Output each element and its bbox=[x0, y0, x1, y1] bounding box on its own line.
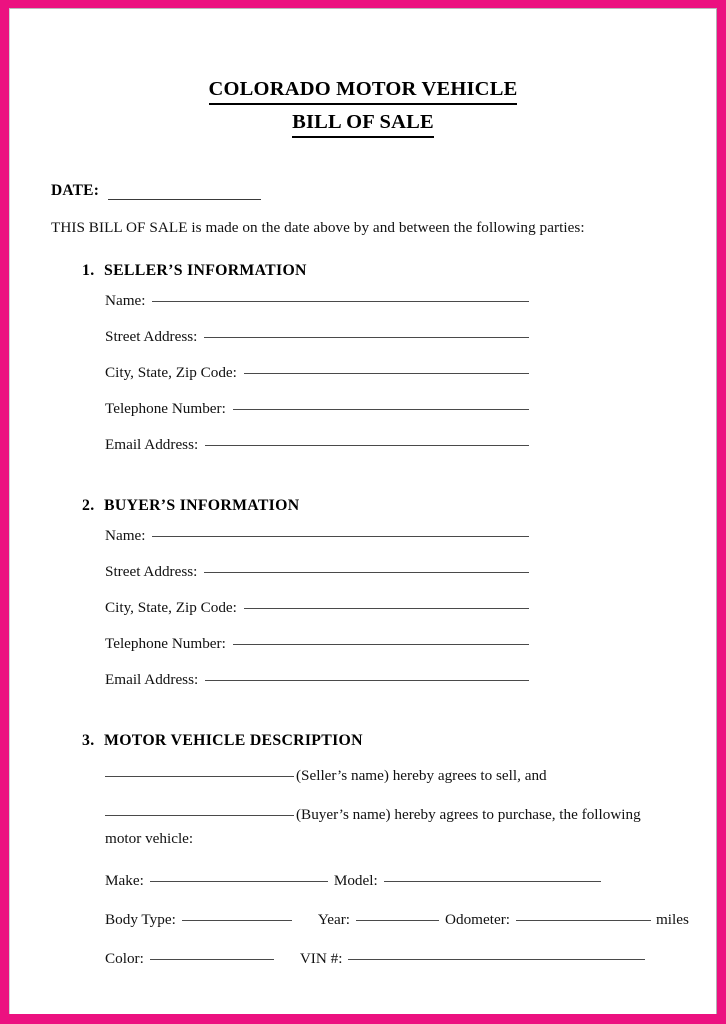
buyer-clause-row bbox=[105, 805, 675, 824]
field-label: Telephone Number: bbox=[105, 400, 226, 417]
buyer-email-input-line[interactable] bbox=[205, 680, 529, 681]
field-row-seller-email bbox=[105, 436, 529, 472]
vehicle-clause-continuation: motor vehicle: bbox=[105, 830, 194, 847]
field-row-buyer-telephone bbox=[105, 635, 529, 671]
spec-row-color-vin bbox=[51, 949, 675, 968]
date-label: DATE: bbox=[51, 182, 100, 199]
seller-clause-row bbox=[105, 766, 675, 785]
body-type-input-line[interactable] bbox=[182, 907, 292, 921]
year-label: Year: bbox=[317, 911, 351, 928]
field-row-seller-city-state-zip bbox=[105, 364, 529, 400]
seller-field-list bbox=[51, 292, 675, 472]
field-row-buyer-email bbox=[105, 671, 529, 707]
buyer-city-state-zip-input-line[interactable] bbox=[244, 608, 529, 609]
seller-name-input-line[interactable] bbox=[152, 301, 529, 302]
seller-clause-text: (Seller’s name) hereby agrees to sell, and bbox=[296, 767, 547, 784]
field-row-buyer-city-state-zip bbox=[105, 599, 529, 635]
section-number: 2. bbox=[82, 497, 95, 514]
field-label: City, State, Zip Code: bbox=[105, 364, 237, 381]
field-row-seller-telephone bbox=[105, 400, 529, 436]
spec-row-make-model bbox=[51, 871, 675, 890]
field-label: Street Address: bbox=[105, 563, 198, 580]
seller-email-input-line[interactable] bbox=[205, 445, 529, 446]
seller-city-state-zip-input-line[interactable] bbox=[244, 373, 529, 374]
color-input-line[interactable] bbox=[150, 946, 274, 960]
buyer-street-address-input-line[interactable] bbox=[204, 572, 529, 573]
section-buyer-information bbox=[51, 497, 675, 707]
intro-paragraph: THIS BILL OF SALE is made on the date above by and between the following parties: bbox=[51, 219, 585, 236]
field-row-seller-name bbox=[105, 292, 529, 328]
color-label: Color: bbox=[105, 950, 144, 967]
section-heading-seller bbox=[51, 262, 675, 280]
seller-telephone-input-line[interactable] bbox=[233, 409, 529, 410]
buyer-field-list bbox=[51, 527, 675, 707]
year-input-line[interactable] bbox=[356, 907, 439, 921]
make-label: Make: bbox=[105, 872, 144, 889]
seller-name-clause-input-line[interactable] bbox=[105, 763, 294, 777]
date-row bbox=[51, 182, 675, 200]
field-label: Telephone Number: bbox=[105, 635, 226, 652]
section-number: 1. bbox=[82, 262, 95, 279]
odometer-label: Odometer: bbox=[445, 911, 510, 928]
section-title: MOTOR VEHICLE DESCRIPTION bbox=[104, 732, 363, 749]
section-title: BUYER’S INFORMATION bbox=[104, 497, 300, 514]
section-heading-vehicle bbox=[51, 732, 675, 750]
title-line-1: COLORADO MOTOR VEHICLE bbox=[209, 76, 518, 105]
buyer-telephone-input-line[interactable] bbox=[233, 644, 529, 645]
field-row-buyer-street-address bbox=[105, 563, 529, 599]
model-label: Model: bbox=[333, 872, 378, 889]
buyer-name-input-line[interactable] bbox=[152, 536, 529, 537]
document-sheet bbox=[9, 8, 717, 1014]
vin-label: VIN #: bbox=[299, 950, 343, 967]
model-input-line[interactable] bbox=[384, 868, 601, 882]
field-label: City, State, Zip Code: bbox=[105, 599, 237, 616]
odometer-input-line[interactable] bbox=[516, 907, 651, 921]
section-heading-buyer bbox=[51, 497, 675, 515]
section-number: 3. bbox=[82, 732, 95, 749]
field-label: Street Address: bbox=[105, 328, 198, 345]
page-title bbox=[51, 76, 675, 138]
make-input-line[interactable] bbox=[150, 868, 328, 882]
spec-row-bodytype-year-odometer bbox=[51, 910, 689, 929]
field-label: Email Address: bbox=[105, 436, 199, 453]
date-input-line[interactable] bbox=[108, 185, 261, 200]
field-row-seller-street-address bbox=[105, 328, 529, 364]
buyer-clause-text: (Buyer’s name) hereby agrees to purchase, the following bbox=[296, 806, 641, 823]
section-motor-vehicle-description bbox=[51, 732, 689, 968]
field-row-buyer-name bbox=[105, 527, 529, 563]
miles-suffix-label: miles bbox=[655, 911, 689, 928]
vehicle-clauses bbox=[51, 766, 675, 848]
vin-input-line[interactable] bbox=[348, 946, 645, 960]
seller-street-address-input-line[interactable] bbox=[204, 337, 529, 338]
section-title: SELLER’S INFORMATION bbox=[104, 262, 307, 279]
body-type-label: Body Type: bbox=[105, 911, 176, 928]
buyer-name-clause-input-line[interactable] bbox=[105, 802, 294, 816]
section-seller-information bbox=[51, 262, 675, 472]
field-label: Name: bbox=[105, 292, 146, 309]
field-label: Name: bbox=[105, 527, 146, 544]
field-label: Email Address: bbox=[105, 671, 199, 688]
title-line-2: BILL OF SALE bbox=[292, 109, 434, 138]
